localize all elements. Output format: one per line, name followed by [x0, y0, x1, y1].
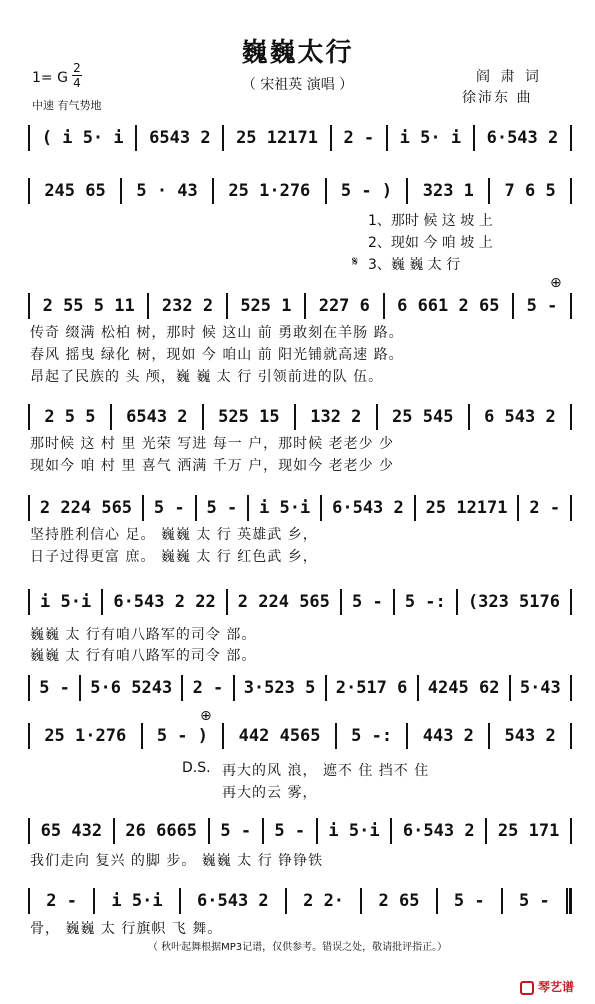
time-signature — [72, 62, 82, 89]
measure: 6·543 2 22 — [113, 592, 216, 612]
lyric-line: 传奇 缀满 松柏 树，那时 候 这山 前 勇敢刻在羊肠 路。 — [30, 325, 404, 341]
staff-row — [28, 403, 572, 431]
measure: 2 5 5 — [44, 407, 96, 427]
lyric-line: 昂起了民族的 头 颅，巍 巍 太 行 引领前进的队 伍。 — [30, 369, 384, 385]
bar-line — [566, 888, 572, 914]
measure: 2 2· — [303, 891, 345, 911]
measure: 6 543 2 — [484, 407, 556, 427]
measure: 6·543 2 — [332, 498, 404, 518]
lyric-line: 日子过得更富 庶。 巍巍 太 行 红色武 乡， — [30, 549, 318, 565]
measure: 3·523 5 — [243, 678, 316, 698]
verse-intro-3: 3、巍 巍 太 行 — [368, 257, 461, 273]
measure: 5 - — [519, 891, 550, 911]
measure: 2 - — [529, 498, 561, 518]
measure: 25 171 — [497, 821, 560, 841]
measure: 5 - — [526, 296, 558, 316]
lyricist-credit: 阎 肃 词 — [476, 69, 542, 85]
composer-credit: 徐沛东 曲 — [462, 90, 533, 106]
lyric-line: 春风 摇曳 绿化 树，现如 今 咱山 前 阳光铺就高速 路。 — [30, 347, 404, 363]
measure: 5 - — [39, 678, 70, 698]
staff-row — [28, 292, 572, 320]
measure: i 5·i — [259, 498, 311, 518]
measure: i 5·i — [328, 821, 380, 841]
measure: 5 - — [220, 821, 252, 841]
measure: 6·543 2 — [402, 821, 475, 841]
song-title: 巍巍太行 — [241, 38, 354, 68]
measure: 7 6 5 — [504, 181, 556, 201]
bar-line — [570, 589, 572, 615]
lyric-line: 巍巍 太 行有咱八路军的司令 部。 — [30, 648, 257, 664]
bar-line — [570, 178, 572, 204]
measure: 2 224 565 — [39, 498, 133, 518]
measure: 6 661 2 65 — [397, 296, 500, 316]
lyric-line: 再大的云 雾， — [222, 785, 318, 801]
measure: 25 12171 — [236, 128, 318, 148]
lyric-line: 骨， 巍巍 太 行旗帜 飞 舞。 — [30, 921, 223, 937]
measure: 26 6665 — [125, 821, 198, 841]
measure: 4245 62 — [427, 678, 500, 698]
key-signature: 1= G — [32, 70, 68, 86]
measure: 2 - — [192, 678, 224, 698]
measure: 5 -: — [351, 726, 393, 746]
staff-row — [28, 817, 572, 845]
measure: 25 1·276 — [228, 181, 311, 201]
measure: 525 1 — [240, 296, 292, 316]
staff-row — [28, 124, 572, 152]
measure: i 5·i — [40, 592, 92, 612]
measure: 5 · 43 — [136, 181, 198, 201]
singer-subtitle: （ 宋祖英 演唱 ） — [241, 77, 354, 93]
measure: i 5·i — [111, 891, 163, 911]
measure: 5 - — [274, 821, 306, 841]
staff-row — [28, 588, 572, 616]
measure: 543 2 — [504, 726, 556, 746]
measure: 2 65 — [378, 891, 420, 911]
measure: 5 - — [453, 891, 485, 911]
coda-sign-mid: ⊕ — [200, 708, 212, 724]
meter-bottom: 4 — [73, 76, 81, 90]
measure: 5 -: — [404, 592, 446, 612]
measure: 5 - ) — [156, 726, 209, 746]
measure: 5·6 5243 — [90, 678, 173, 698]
lyric-line: 现如今 咱 村 里 喜气 洒满 千万 户，现如今 老老少 少 — [30, 458, 395, 474]
verse-intro-1: 1、那时 候 这 坡 上 — [368, 213, 493, 229]
tempo-marking: 中速 有气势地 — [32, 99, 102, 112]
coda-sign-top: ⊕ — [550, 275, 562, 291]
meter-top: 2 — [73, 61, 81, 75]
measure: (323 5176 — [467, 592, 560, 612]
bar-line — [570, 723, 572, 749]
measure: 2 55 5 11 — [42, 296, 135, 316]
measure: 443 2 — [422, 726, 474, 746]
measure: ( i 5· i — [41, 128, 124, 148]
measure: 245 65 — [44, 181, 106, 201]
staff-row — [28, 177, 572, 205]
measure: 2·517 6 — [335, 678, 408, 698]
segno-sign: 𝄋 — [352, 254, 359, 270]
bar-line — [570, 293, 572, 319]
ds-marking: D.S. — [182, 760, 211, 776]
staff-row — [28, 887, 572, 915]
measure: 227 6 — [318, 296, 370, 316]
measure: 65 432 — [40, 821, 103, 841]
measure: 5 - — [153, 498, 185, 518]
measure: 6543 2 — [149, 128, 211, 148]
measure: 25 545 — [392, 407, 454, 427]
lyric-line: 那时候 这 村 里 光荣 写进 每一 户，那时候 老老少 少 — [30, 436, 395, 452]
measure: i 5· i — [399, 128, 462, 148]
staff-row — [28, 722, 572, 750]
measure: 2 - — [343, 128, 375, 148]
measure: 6·543 2 — [197, 891, 269, 911]
verse-intro-2: 2、现如 今 咱 坡 上 — [368, 235, 493, 251]
logo-text: 琴艺谱 — [538, 980, 575, 994]
measure: 5 - — [352, 592, 383, 612]
measure: 25 12171 — [425, 498, 508, 518]
lyric-line: 坚持胜利信心 足。 巍巍 太 行 英雄武 乡， — [30, 527, 318, 543]
measure: 132 2 — [310, 407, 362, 427]
bar-line — [570, 818, 572, 844]
lyric-line: 我们走向 复兴 的脚 步。 巍巍 太 行 铮铮铁 — [30, 853, 324, 869]
measure: 25 1·276 — [44, 726, 127, 746]
footer-note: （ 秋叶起舞根据MP3记谱，仅供参考。错误之处，敬请批评指正。） — [147, 942, 448, 953]
bar-line — [570, 125, 572, 151]
measure: 6·543 2 — [486, 128, 559, 148]
measure: 2 224 565 — [237, 592, 330, 612]
logo-icon — [520, 981, 534, 995]
site-logo — [520, 978, 574, 995]
staff-row — [28, 494, 572, 522]
measure: 5 - ) — [340, 181, 393, 201]
measure: 525 15 — [218, 407, 280, 427]
measure: 5 - — [206, 498, 238, 518]
lyric-line: 巍巍 太 行有咱八路军的司令 部。 — [30, 627, 257, 643]
measure: 5·43 — [519, 678, 561, 698]
measure: 232 2 — [161, 296, 214, 316]
bar-line — [570, 404, 572, 430]
staff-row — [28, 674, 572, 702]
bar-line — [570, 495, 572, 521]
lyric-line: 再大的风 浪， 遮不 住 挡不 住 — [222, 763, 430, 779]
measure: 2 - — [46, 891, 77, 911]
measure: 442 4565 — [238, 726, 321, 746]
bar-line — [570, 675, 572, 701]
measure: 323 1 — [422, 181, 474, 201]
measure: 6543 2 — [126, 407, 188, 427]
